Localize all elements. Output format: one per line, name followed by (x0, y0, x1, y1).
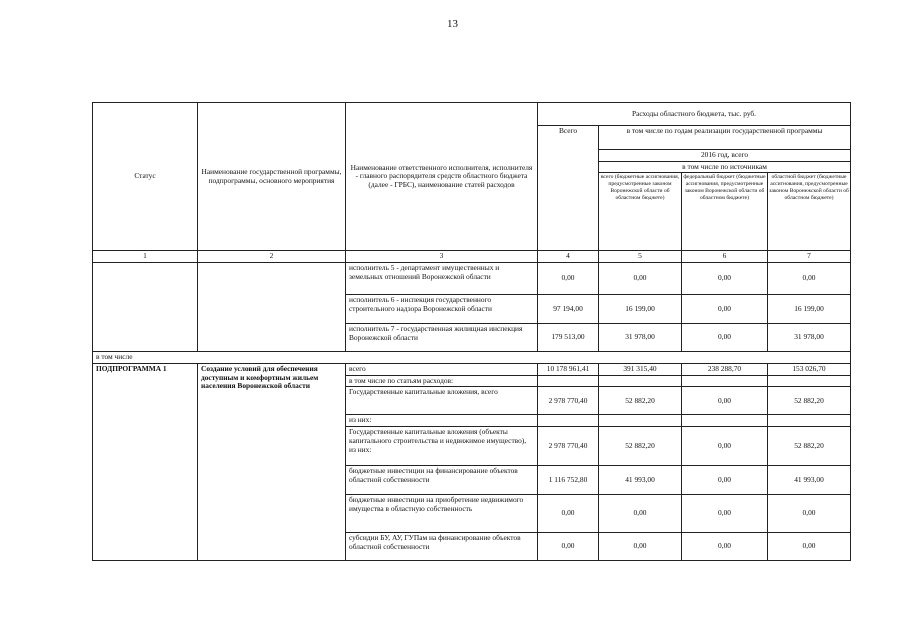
table-row (93, 352, 851, 364)
row-col7: 52 882,20 (768, 387, 851, 415)
row-col6 (682, 415, 768, 427)
row-total: 179 513,00 (538, 324, 599, 352)
row-col5: 0,00 (599, 495, 682, 533)
row-label: исполнитель 6 - инспекция государственного строительного надзора Воронежской области (346, 295, 538, 324)
row-col5: 31 978,00 (599, 324, 682, 352)
row-total: 0,00 (538, 533, 599, 561)
row-col5: 391 315,40 (599, 363, 682, 375)
page-number: 13 (447, 18, 458, 30)
row-total: 2 978 770,40 (538, 387, 599, 415)
row-label: исполнитель 5 - департамент имущественных и земельных отношений Воронежской области (346, 263, 538, 295)
row-col7: 41 993,00 (768, 466, 851, 495)
row-label: Государственные капитальные вложения (объекты капитального строительства и недвижимое имущество), из них: (346, 427, 538, 466)
including-label: в том числе (93, 352, 851, 364)
row-col7: 0,00 (768, 533, 851, 561)
row-label: бюджетные инвестиции на финансирование объектов областной собственности (346, 466, 538, 495)
column-number: 2 (198, 251, 346, 263)
row-total (538, 415, 599, 427)
header-total: Всего (538, 126, 599, 251)
subprogram-name: Создание условий для обеспечения доступным и комфортным жильем населения Воронежской области (198, 363, 346, 560)
row-total (538, 375, 599, 387)
table-row (93, 363, 851, 375)
program-cell-empty (198, 263, 346, 352)
row-col5: 41 993,00 (599, 466, 682, 495)
row-label: Государственные капитальные вложения, всего (346, 387, 538, 415)
row-col5: 52 882,20 (599, 427, 682, 466)
subprogram-status: ПОДПРОГРАММА 1 (93, 363, 198, 560)
row-col7: 0,00 (768, 495, 851, 533)
column-number: 6 (682, 251, 768, 263)
row-col6: 0,00 (682, 295, 768, 324)
row-col5 (599, 415, 682, 427)
header-year-total: 2016 год, всего (599, 150, 851, 162)
row-label: всего (346, 363, 538, 375)
row-col6: 0,00 (682, 387, 768, 415)
row-col6: 0,00 (682, 263, 768, 295)
column-number: 7 (768, 251, 851, 263)
row-col7: 153 026,70 (768, 363, 851, 375)
header-col7: областной бюджет (бюджетные ассигнования, предусмотренные законом Воронежской области об областном бюджете) (768, 173, 851, 251)
column-number: 5 (599, 251, 682, 263)
row-col5 (599, 375, 682, 387)
header-col6: федеральный бюджет (бюджетные ассигнования, предусмотренные законом Воронежской области об областном бюджете) (682, 173, 768, 251)
status-cell-empty (93, 263, 198, 352)
row-total: 0,00 (538, 495, 599, 533)
row-col6: 0,00 (682, 324, 768, 352)
row-col5: 0,00 (599, 533, 682, 561)
row-col5: 0,00 (599, 263, 682, 295)
row-label: исполнитель 7 - государственная жилищная инспекция Воронежской области (346, 324, 538, 352)
row-label: субсидии БУ, АУ, ГУПам на финансирование объектов областной собственности (346, 533, 538, 561)
header-col5: всего (бюджетные ассигнования, предусмотренные законом Воронежской области об областном бюджете) (599, 173, 682, 251)
row-col7: 16 199,00 (768, 295, 851, 324)
row-col7 (768, 375, 851, 387)
row-total: 1 116 752,80 (538, 466, 599, 495)
row-col7: 0,00 (768, 263, 851, 295)
header-program-name: Наименование государственной программы, подпрограммы, основного мероприятия (198, 103, 346, 251)
row-total: 97 194,00 (538, 295, 599, 324)
column-number: 1 (93, 251, 198, 263)
table-row (93, 263, 851, 295)
row-total: 0,00 (538, 263, 599, 295)
row-label: в том числе по статьям расходов: (346, 375, 538, 387)
header-executor: Наименование ответственного исполнителя, исполнителя - главного распорядителя средств областного бюджета (далее - ГРБС), наименование статей расходов (346, 103, 538, 251)
budget-table (92, 102, 851, 561)
row-label: из них: (346, 415, 538, 427)
row-col6: 238 288,70 (682, 363, 768, 375)
row-total: 2 978 770,40 (538, 427, 599, 466)
column-number: 4 (538, 251, 599, 263)
header-status: Статус (93, 103, 198, 251)
row-col5: 16 199,00 (599, 295, 682, 324)
header-by-sources: в том числе по источникам (599, 161, 851, 173)
row-col7 (768, 415, 851, 427)
row-total: 10 178 961,41 (538, 363, 599, 375)
row-col7: 31 978,00 (768, 324, 851, 352)
row-col7: 52 882,20 (768, 427, 851, 466)
row-col6: 0,00 (682, 466, 768, 495)
row-col6: 0,00 (682, 533, 768, 561)
row-col6: 0,00 (682, 427, 768, 466)
header-expenses-title: Расходы областного бюджета, тыс. руб. (538, 103, 851, 126)
header-by-years: в том числе по годам реализации государственной программы (599, 126, 851, 150)
column-number: 3 (346, 251, 538, 263)
row-label: бюджетные инвестиции на приобретение недвижимого имущества в областную собственность (346, 495, 538, 533)
row-col5: 52 882,20 (599, 387, 682, 415)
row-col6 (682, 375, 768, 387)
row-col6: 0,00 (682, 495, 768, 533)
